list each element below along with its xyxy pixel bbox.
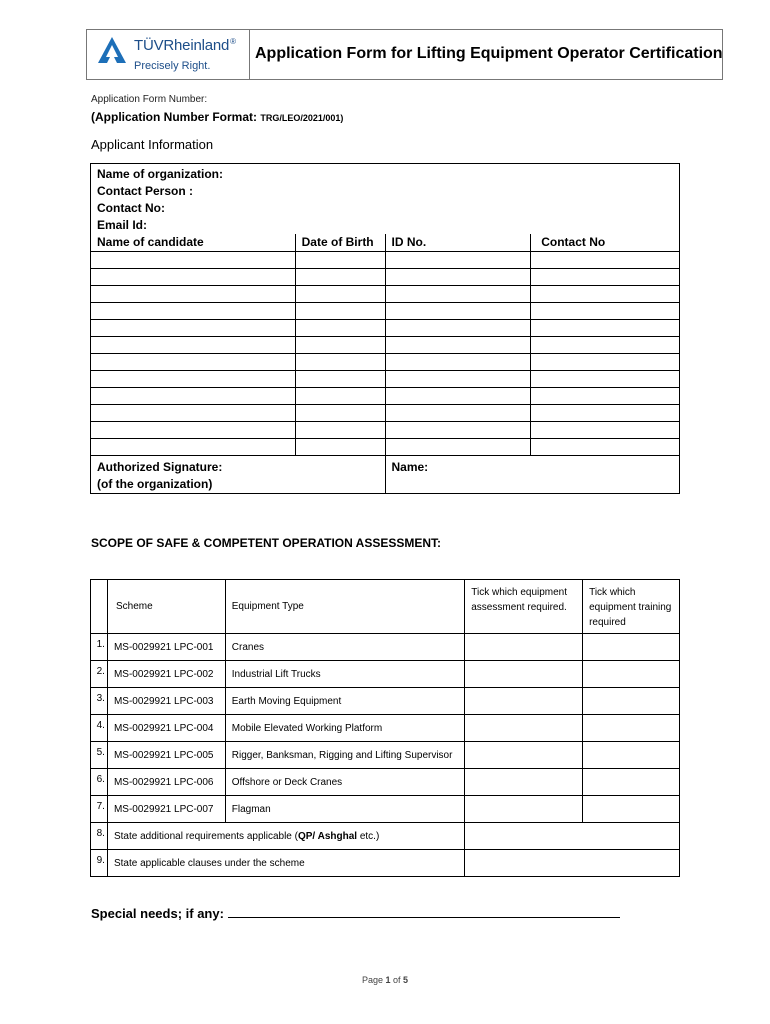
candidate-id-cell[interactable] <box>385 336 531 353</box>
signatory-name-cell[interactable] <box>385 455 680 493</box>
authorized-signature-label: Authorized Signature: <box>97 459 223 474</box>
authorized-signature-cell[interactable] <box>91 455 386 493</box>
candidate-id-cell[interactable] <box>385 387 531 404</box>
candidate-contact-cell[interactable] <box>531 251 680 268</box>
candidate-row <box>91 302 680 319</box>
candidate-contact-cell[interactable] <box>531 438 680 455</box>
col-tick-training: Tick which equipment training required <box>583 580 680 634</box>
candidate-id-cell[interactable] <box>385 353 531 370</box>
organization-name-label: Name of organization: <box>97 167 224 181</box>
candidate-name-cell[interactable] <box>91 404 296 421</box>
candidate-contact-cell[interactable] <box>531 302 680 319</box>
candidate-name-cell[interactable] <box>91 319 296 336</box>
special-needs-label: Special needs; if any: <box>91 906 224 921</box>
candidate-dob-cell[interactable] <box>295 387 385 404</box>
candidate-dob-cell[interactable] <box>295 319 385 336</box>
special-needs <box>91 905 620 921</box>
candidate-contact-cell[interactable] <box>531 285 680 302</box>
header-box <box>86 29 723 80</box>
scope-row-scheme: MS-0029921 LPC-004 <box>107 715 225 742</box>
assessment-tick-cell[interactable] <box>465 634 583 661</box>
application-number-format: (Application Number Format: TRG/LEO/2021/001) <box>91 110 344 124</box>
scope-row-equipment: Flagman <box>225 796 464 823</box>
candidate-row <box>91 404 680 421</box>
candidate-row <box>91 387 680 404</box>
candidate-name-cell[interactable] <box>91 438 296 455</box>
candidate-name-cell[interactable] <box>91 268 296 285</box>
scope-row-equipment: Mobile Elevated Working Platform <box>225 715 464 742</box>
scope-row-num: 6. <box>91 769 108 796</box>
candidate-id-cell[interactable] <box>385 370 531 387</box>
assessment-tick-cell[interactable] <box>465 796 583 823</box>
candidate-contact-cell[interactable] <box>531 404 680 421</box>
candidate-row <box>91 285 680 302</box>
candidate-row <box>91 336 680 353</box>
assessment-tick-cell[interactable] <box>465 742 583 769</box>
application-number-label: Application Form Number: <box>91 94 208 105</box>
scope-table <box>90 579 680 877</box>
scope-row-clauses <box>91 850 680 877</box>
training-tick-cell[interactable] <box>583 688 680 715</box>
scope-row-num: 1. <box>91 634 108 661</box>
candidate-dob-cell[interactable] <box>295 370 385 387</box>
col-tick-assessment: Tick which equipment assessment required. <box>465 580 583 634</box>
candidate-dob-cell[interactable] <box>295 285 385 302</box>
scope-row-scheme: MS-0029921 LPC-002 <box>107 661 225 688</box>
special-needs-input-line[interactable] <box>228 905 620 918</box>
candidate-dob-cell[interactable] <box>295 268 385 285</box>
col-date-of-birth: Date of Birth <box>295 234 385 251</box>
candidate-name-cell[interactable] <box>91 353 296 370</box>
applicant-section-title: Applicant Information <box>91 137 214 152</box>
applicant-table <box>90 163 680 494</box>
candidate-contact-cell[interactable] <box>531 353 680 370</box>
scope-row-scheme: MS-0029921 LPC-001 <box>107 634 225 661</box>
scope-row <box>91 634 680 661</box>
candidate-name-cell[interactable] <box>91 370 296 387</box>
candidate-dob-cell[interactable] <box>295 251 385 268</box>
candidate-name-cell[interactable] <box>91 421 296 438</box>
scope-row-additional <box>91 823 680 850</box>
scope-row <box>91 688 680 715</box>
col-id-no: ID No. <box>385 234 531 251</box>
scope-row-equipment: Industrial Lift Trucks <box>225 661 464 688</box>
contact-no-label: Contact No: <box>97 201 165 215</box>
candidate-row <box>91 370 680 387</box>
candidate-id-cell[interactable] <box>385 438 531 455</box>
candidate-row <box>91 421 680 438</box>
of-the-organization-label: (of the organization) <box>97 476 213 491</box>
training-tick-cell[interactable] <box>583 661 680 688</box>
scope-row-equipment: Offshore or Deck Cranes <box>225 769 464 796</box>
col-equipment-type: Equipment Type <box>225 580 464 634</box>
email-label: Email Id: <box>97 218 148 232</box>
col-scheme: Scheme <box>107 580 225 634</box>
scope-row-scheme: MS-0029921 LPC-006 <box>107 769 225 796</box>
assessment-tick-cell[interactable] <box>465 715 583 742</box>
training-tick-cell[interactable] <box>583 796 680 823</box>
scope-row <box>91 769 680 796</box>
signatory-name-label: Name: <box>391 459 429 474</box>
applicable-clauses-label: State applicable clauses under the scheme <box>107 850 464 877</box>
scope-row-equipment: Cranes <box>225 634 464 661</box>
candidate-dob-cell[interactable] <box>295 302 385 319</box>
training-tick-cell[interactable] <box>583 715 680 742</box>
assessment-tick-cell[interactable] <box>465 688 583 715</box>
candidate-dob-cell[interactable] <box>295 336 385 353</box>
candidate-contact-cell[interactable] <box>531 421 680 438</box>
candidate-id-cell[interactable] <box>385 404 531 421</box>
col-name-of-candidate: Name of candidate <box>91 234 296 251</box>
scope-row-num: 4. <box>91 715 108 742</box>
candidate-id-cell[interactable] <box>385 251 531 268</box>
candidate-row <box>91 251 680 268</box>
scope-row-num: 5. <box>91 742 108 769</box>
scope-row-num: 7. <box>91 796 108 823</box>
candidate-id-cell[interactable] <box>385 285 531 302</box>
scope-row-scheme: MS-0029921 LPC-005 <box>107 742 225 769</box>
applicable-clauses-input[interactable] <box>465 850 680 877</box>
logo-tagline: Precisely Right. <box>134 60 211 72</box>
scope-row-num: 3. <box>91 688 108 715</box>
scope-row-equipment: Earth Moving Equipment <box>225 688 464 715</box>
candidate-name-cell[interactable] <box>91 285 296 302</box>
candidate-row <box>91 353 680 370</box>
candidate-dob-cell[interactable] <box>295 421 385 438</box>
candidate-contact-cell[interactable] <box>531 370 680 387</box>
page-footer: Page 1 of 5 <box>361 975 409 985</box>
scope-row-num: 8. <box>91 823 108 850</box>
candidate-id-cell[interactable] <box>385 421 531 438</box>
scope-row-equipment: Rigger, Banksman, Rigging and Lifting Supervisor <box>225 742 464 769</box>
candidate-dob-cell[interactable] <box>295 353 385 370</box>
additional-requirements-input[interactable] <box>465 823 680 850</box>
contact-person-label: Contact Person : <box>97 184 194 198</box>
candidate-name-cell[interactable] <box>91 336 296 353</box>
training-tick-cell[interactable] <box>583 634 680 661</box>
scope-row-num: 2. <box>91 661 108 688</box>
candidate-dob-cell[interactable] <box>295 404 385 421</box>
logo-name: TÜVRheinland® <box>134 37 236 54</box>
candidate-contact-cell[interactable] <box>531 268 680 285</box>
tuv-logo-icon <box>97 36 127 66</box>
candidate-row <box>91 438 680 455</box>
scope-row-scheme: MS-0029921 LPC-007 <box>107 796 225 823</box>
scope-row <box>91 742 680 769</box>
organization-info <box>91 164 680 235</box>
assessment-tick-cell[interactable] <box>465 661 583 688</box>
candidate-contact-cell[interactable] <box>531 319 680 336</box>
candidate-name-cell[interactable] <box>91 302 296 319</box>
candidate-dob-cell[interactable] <box>295 438 385 455</box>
training-tick-cell[interactable] <box>583 742 680 769</box>
candidate-id-cell[interactable] <box>385 319 531 336</box>
scope-num-header <box>91 580 108 634</box>
candidate-name-cell[interactable] <box>91 251 296 268</box>
scope-row <box>91 796 680 823</box>
logo-cell <box>87 30 250 79</box>
scope-title: SCOPE OF SAFE & COMPETENT OPERATION ASSESSMENT: <box>91 536 442 550</box>
candidate-name-cell[interactable] <box>91 387 296 404</box>
assessment-tick-cell[interactable] <box>465 769 583 796</box>
training-tick-cell[interactable] <box>583 769 680 796</box>
candidate-row <box>91 268 680 285</box>
candidate-row <box>91 319 680 336</box>
scope-row-num: 9. <box>91 850 108 877</box>
scope-row-scheme: MS-0029921 LPC-003 <box>107 688 225 715</box>
scope-row <box>91 661 680 688</box>
candidate-contact-cell[interactable] <box>531 336 680 353</box>
scope-row <box>91 715 680 742</box>
candidate-contact-cell[interactable] <box>531 387 680 404</box>
additional-requirements-label: State additional requirements applicable (QP/ Ashghal etc.) <box>107 823 464 850</box>
candidate-id-cell[interactable] <box>385 302 531 319</box>
col-contact-no: Contact No <box>531 234 680 251</box>
form-title: Application Form for Lifting Equipment Operator Certification <box>255 45 723 62</box>
candidate-id-cell[interactable] <box>385 268 531 285</box>
